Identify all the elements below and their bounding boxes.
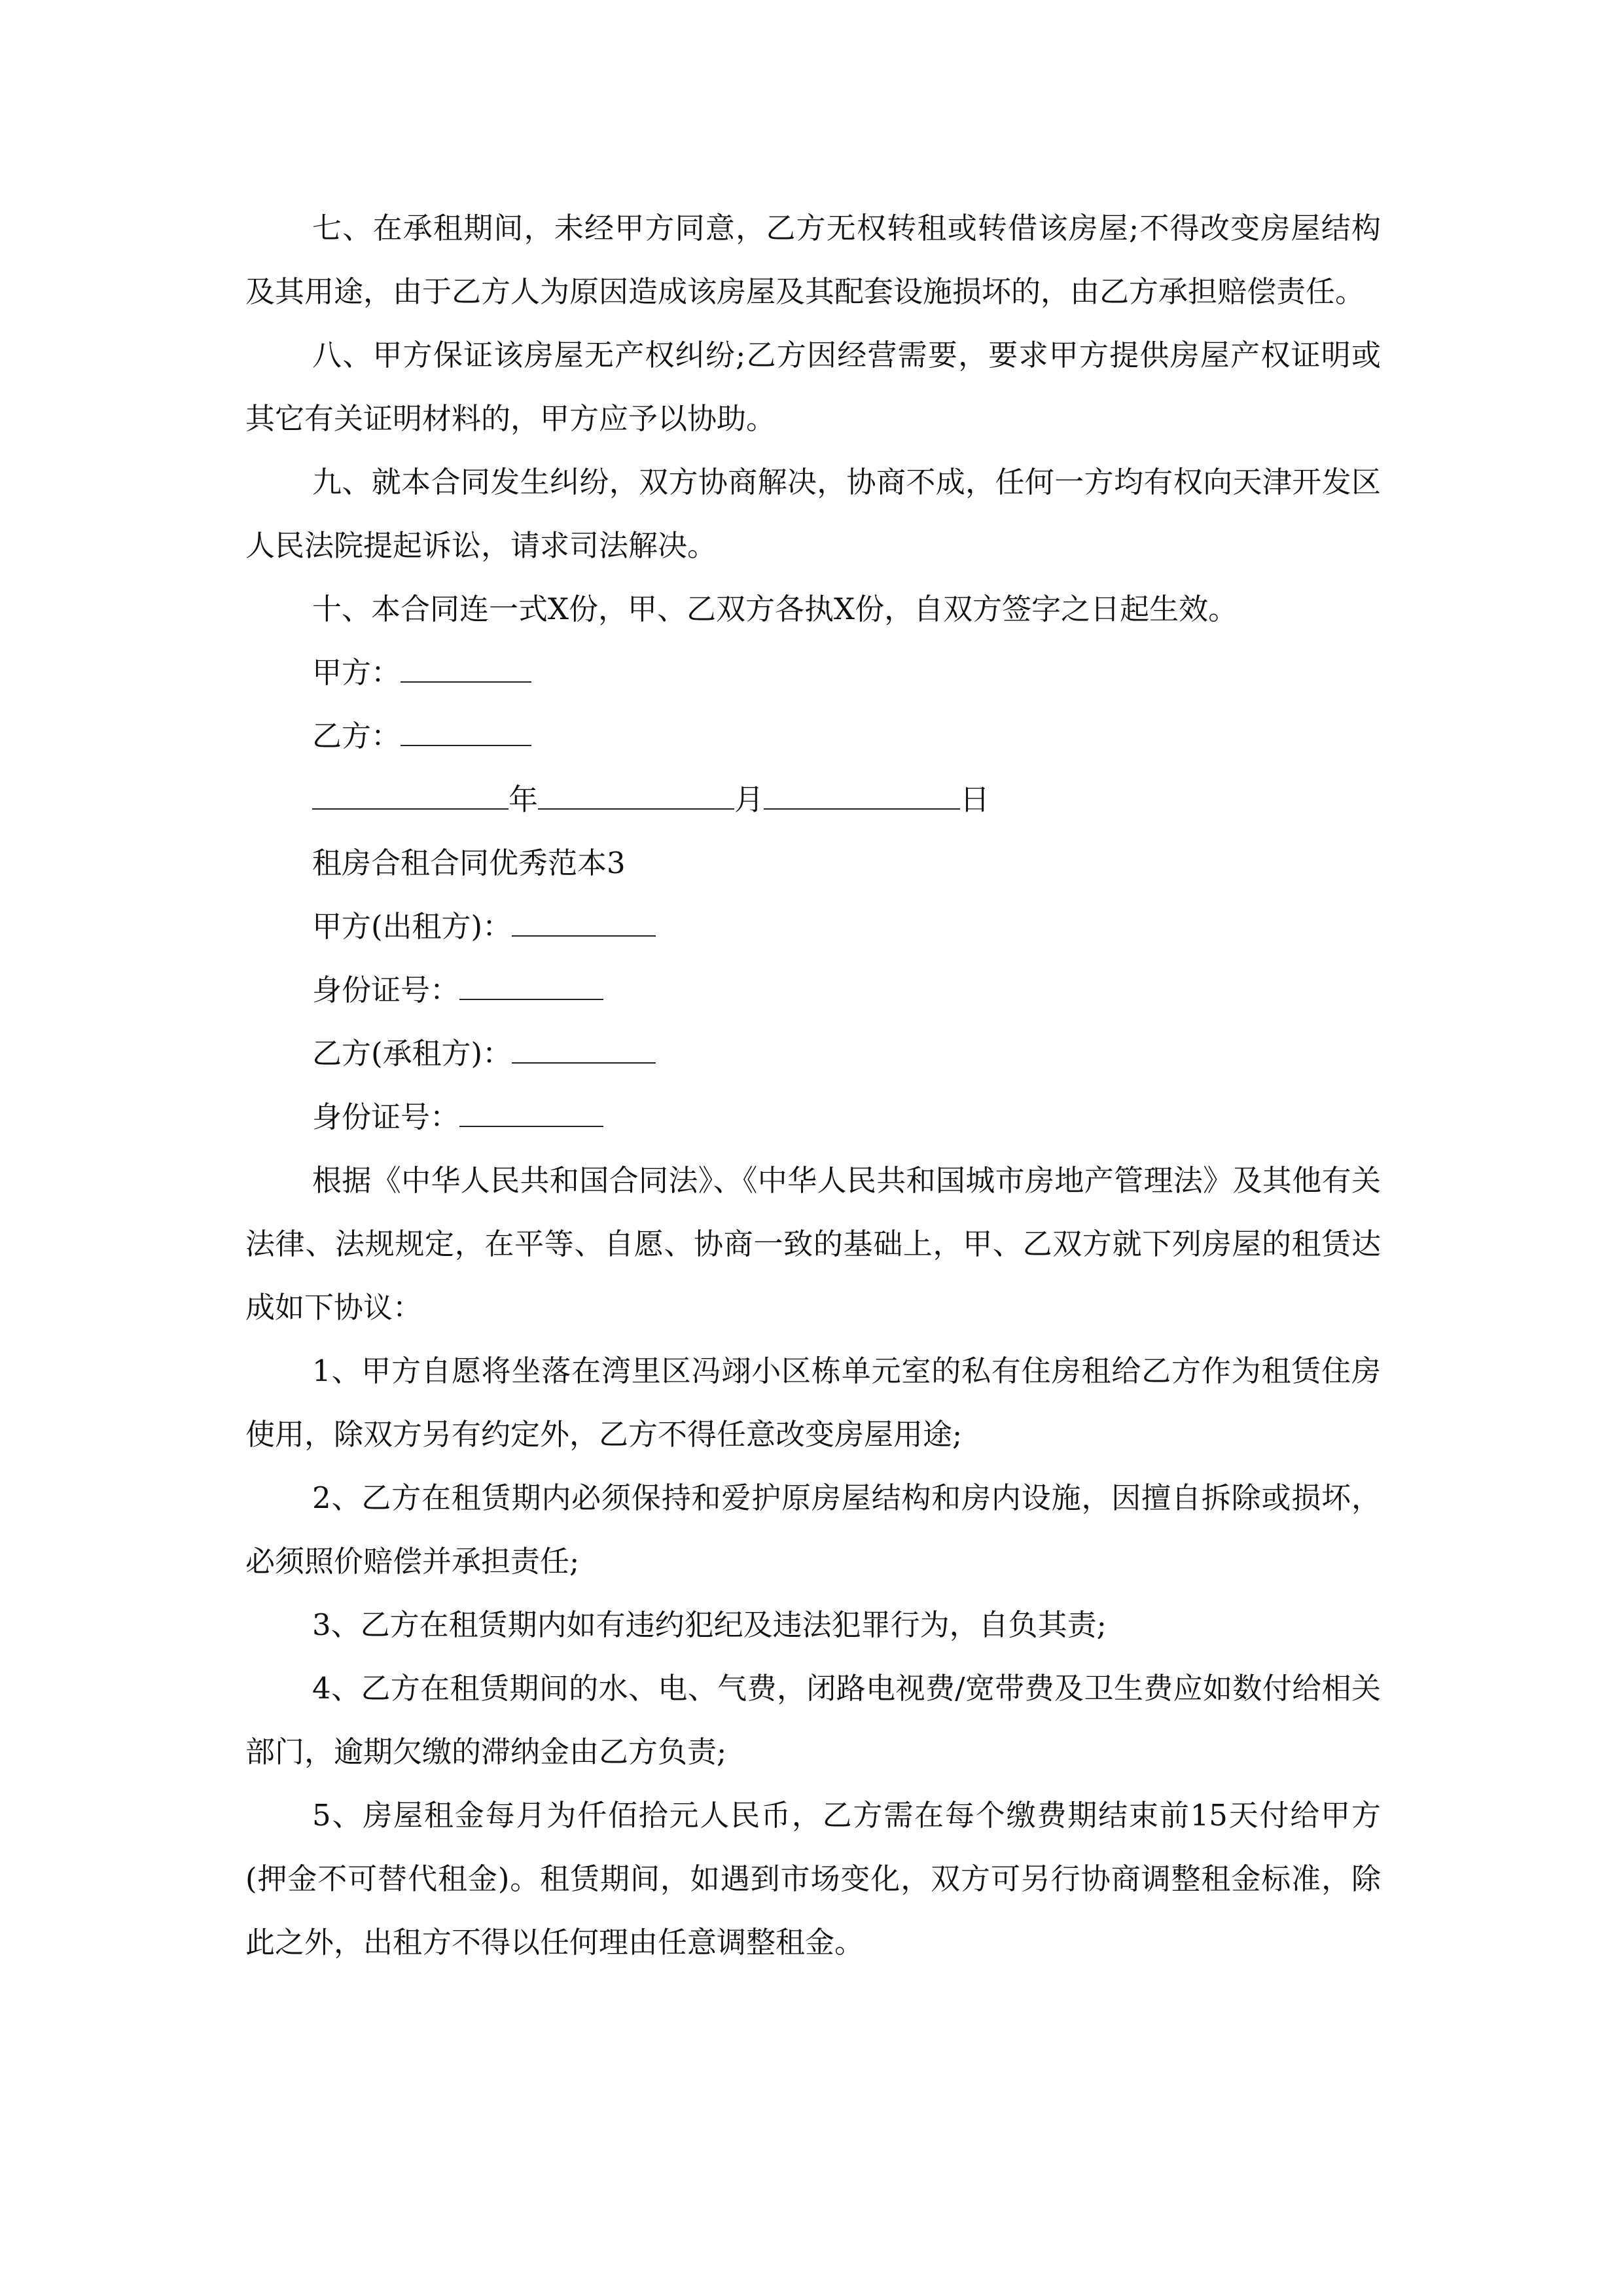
lessee-id-blank[interactable] <box>459 1100 603 1127</box>
clause-9: 九、就本合同发生纠纷，双方协商解决，协商不成，任何一方均有权向天津开发区人民法院提起诉讼，请求司法解决。 <box>245 465 1381 563</box>
lessor-id-blank[interactable] <box>459 973 603 1000</box>
year-label: 年 <box>508 782 539 817</box>
party-a-blank[interactable] <box>401 655 531 683</box>
year-blank[interactable] <box>312 782 508 810</box>
clause-5: 5、房屋租金每月为仟佰拾元人民币，乙方需在每个缴费期结束前15天付给甲方(押金不可替代租金)。租赁期间，如遇到市场变化，双方可另行协商调整租金标准，除此之外，出租方不得以任何理由任意调整租金。 <box>245 1798 1381 1960</box>
lessee-id-line <box>245 1085 1381 1149</box>
lessor-blank[interactable] <box>512 909 656 937</box>
party-b-label: 乙方： <box>312 719 401 753</box>
month-label: 月 <box>734 782 764 817</box>
lessee-label: 乙方(承租方)： <box>312 1036 512 1071</box>
date-line <box>245 768 1381 831</box>
clause-10: 十、本合同连一式X份，甲、乙双方各执X份，自双方签字之日起生效。 <box>312 592 1238 626</box>
lessor-line <box>245 895 1381 958</box>
lessee-line <box>245 1022 1381 1085</box>
party-a-signature-line <box>245 641 1381 704</box>
lessee-blank[interactable] <box>512 1036 656 1064</box>
party-a-label: 甲方： <box>312 655 401 690</box>
preamble: 根据《中华人民共和国合同法》、《中华人民共和国城市房地产管理法》及其他有关法律、法规规定，在平等、自愿、协商一致的基础上，甲、乙双方就下列房屋的租赁达成如下协议： <box>245 1163 1381 1325</box>
lessee-id-label: 身份证号： <box>312 1100 460 1134</box>
day-blank[interactable] <box>764 782 960 810</box>
clause-8: 八、甲方保证该房屋无产权纠纷;乙方因经营需要，要求甲方提供房屋产权证明或其它有关证明材料的，甲方应予以协助。 <box>245 338 1381 436</box>
party-b-blank[interactable] <box>401 719 531 746</box>
day-label: 日 <box>960 782 990 817</box>
clause-3: 3、乙方在租赁期内如有违约犯纪及违法犯罪行为，自负其责; <box>312 1607 1107 1642</box>
month-blank[interactable] <box>538 782 734 810</box>
clause-4: 4、乙方在租赁期间的水、电、气费，闭路电视费/宽带费及卫生费应如数付给相关部门，逾期欠缴的滞纳金由乙方负责; <box>245 1671 1381 1769</box>
lessor-label: 甲方(出租方)： <box>312 909 512 944</box>
lessor-id-line <box>245 958 1381 1022</box>
document-page <box>245 196 1381 1974</box>
party-b-signature-line <box>245 704 1381 768</box>
clause-7: 七、在承租期间，未经甲方同意，乙方无权转租或转借该房屋;不得改变房屋结构及其用途，由于乙方人为原因造成该房屋及其配套设施损坏的，由乙方承担赔偿责任。 <box>245 211 1381 309</box>
clause-2: 2、乙方在租赁期内必须保持和爱护原房屋结构和房内设施，因擅自拆除或损坏，必须照价赔偿并承担责任; <box>245 1480 1381 1579</box>
contract-3-title: 租房合租合同优秀范本3 <box>312 846 626 880</box>
clause-1: 1、甲方自愿将坐落在湾里区冯翊小区栋单元室的私有住房租给乙方作为租赁住房使用，除双方另有约定外，乙方不得任意改变房屋用途; <box>245 1354 1381 1452</box>
lessor-id-label: 身份证号： <box>312 973 460 1007</box>
